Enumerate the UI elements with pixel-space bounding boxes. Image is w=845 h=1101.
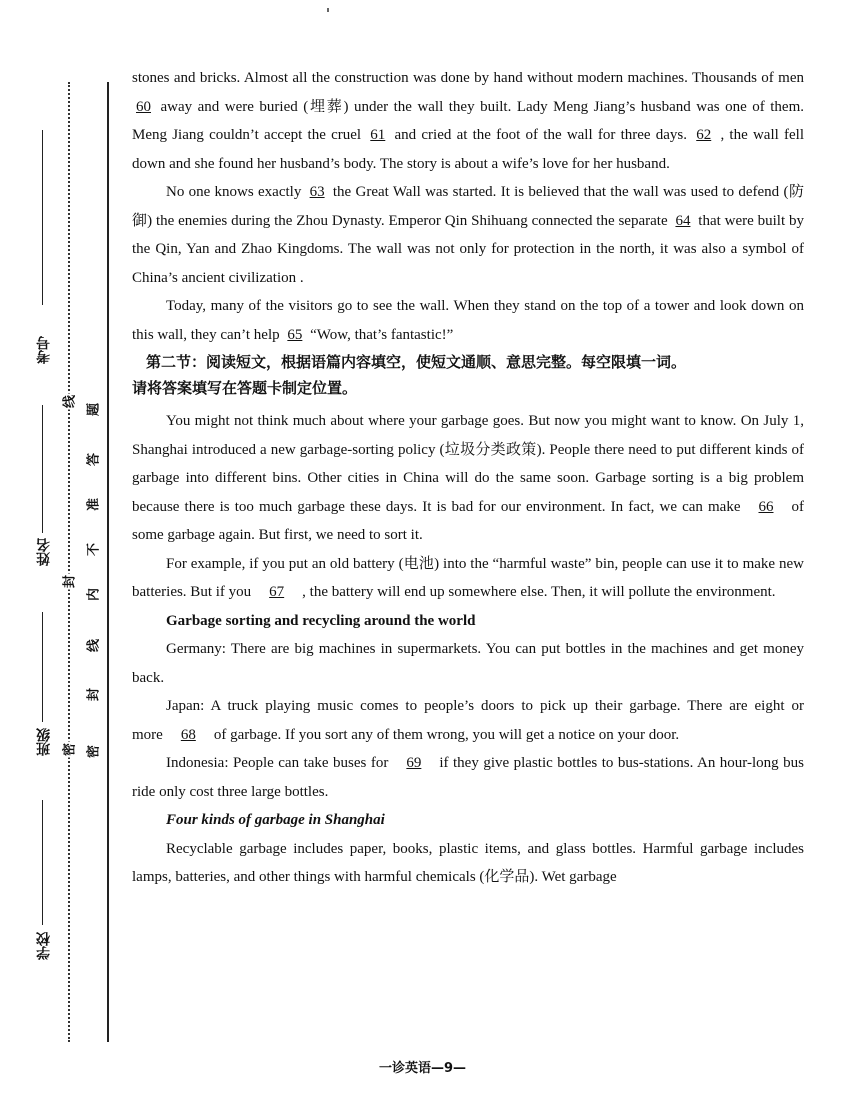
seal-char-mi: 密: [59, 742, 78, 758]
seal-char-feng: 封: [59, 574, 78, 590]
blank-61: 61: [370, 127, 386, 143]
class-line: [42, 612, 43, 722]
seal-char-xian: 线: [59, 394, 78, 410]
seal-inner-1: 题: [86, 403, 102, 417]
paragraph-great-wall-2: No one knows exactly 63 the Great Wall was started. It is believed that the wall was used to defend (防御) the enemies during the Zhou Dynasty. Emperor Qin Shihuang connected the separate 64 that were built by the Qin, Yan and Zhao Kingdoms. The wall was not only for protection in the north, it was also a symbol of China’s ancient civilization .: [132, 184, 804, 286]
heading-around-world: Garbage sorting and recycling around the world: [166, 612, 476, 629]
paragraph-recyclable: Recyclable garbage includes paper, books, plastic items, and glass bottles. Harmful garbage includes lamps, batteries, and other things with harmful chemicals (化学品). Wet garbage: [132, 840, 804, 885]
binding-margin: [0, 0, 120, 1101]
exam-no-label: 考号: [36, 336, 52, 364]
school-label: 学校: [36, 932, 52, 960]
blank-63: 63: [309, 184, 325, 200]
blank-68: 68: [180, 726, 196, 743]
blank-69: 69: [406, 755, 422, 771]
seal-inner-3: 准: [86, 498, 102, 512]
seal-inner-6: 线: [86, 639, 102, 653]
passage-content: [132, 64, 804, 892]
page-footer: 一诊英语—9—: [378, 1061, 467, 1076]
seal-dotted-line: [68, 82, 70, 1042]
paragraph-garbage-1: You might not think much about where your garbage goes. But now you might want to know. On July 1, Shanghai introduced a new garbage-sorting policy (垃圾分类政策). People there need to put different kinds of garbage into different bins. Other cities in China will do the same soon. Garbage sorting is a big problem because there is too much garbage these days. It is bad for our environment. In fact, we can make 66 of some garbage again. But first, we need to sort it.: [132, 413, 804, 543]
seal-inner-2: 答: [86, 453, 102, 467]
seal-inner-7: 封: [86, 688, 102, 702]
seal-inner-8: 密: [86, 745, 102, 759]
blank-64: 64: [675, 212, 691, 229]
blank-60: 60: [136, 98, 151, 115]
seal-inner-5: 内: [86, 588, 102, 602]
section-2-instruction: 第二节：阅读短文，根据语篇内容填空，使短文通顺、意思完整。每空限填一词。: [146, 353, 687, 371]
blank-65: 65: [287, 326, 303, 343]
scan-mark: [327, 8, 329, 12]
name-label: 姓名: [36, 538, 52, 566]
paragraph-germany: Germany: There are big machines in supermarkets. You can put bottles in the machines and get money back.: [132, 641, 804, 686]
section-2-instruction-line2: 请将答案填写在答题卡制定位置。: [132, 379, 358, 397]
paragraph-japan: Japan: A truck playing music comes to people’s doors to pick up their garbage. There are eight or more 68 of garbage. If you sort any of them wrong, you will get a notice on your door.: [132, 698, 804, 743]
paragraph-great-wall-1: stones and bricks. Almost all the construction was done by hand without modern machines. Thousands of men 60 away and were buried (埋葬) under the wall they built. Lady Meng Jiang’s husband was one of them. Meng Jiang couldn’t accept the cruel 61 and cried at the foot of the wall for three days. 62 , the wall fell down and she found her husband’s body. The story is about a wife’s love for her husband.: [132, 70, 804, 172]
paragraph-indonesia: Indonesia: People can take buses for 69 if they give plastic bottles to bus-stations. An hour-long bus ride only cost three large bottles.: [132, 755, 804, 800]
blank-66: 66: [758, 498, 774, 515]
exam-no-line: [42, 130, 43, 305]
blank-62: 62: [696, 127, 712, 143]
seal-inner-4: 不: [86, 543, 102, 557]
heading-four-kinds: Four kinds of garbage in Shanghai: [166, 812, 385, 828]
margin-rule: [107, 82, 109, 1042]
class-label: 班级: [36, 728, 52, 756]
paragraph-garbage-2: For example, if you put an old battery (电池) into the “harmful waste” bin, people can use it to make new batteries. But if you 67 , the battery will end up somewhere else. Then, it will pollute the environment.: [132, 555, 804, 600]
name-line: [42, 405, 43, 533]
paragraph-great-wall-3: Today, many of the visitors go to see the wall. When they stand on the top of a tower and look down on this wall, they can’t help 65 “Wow, that’s fantastic!”: [132, 298, 804, 343]
blank-67: 67: [269, 584, 285, 600]
school-line: [42, 800, 43, 925]
